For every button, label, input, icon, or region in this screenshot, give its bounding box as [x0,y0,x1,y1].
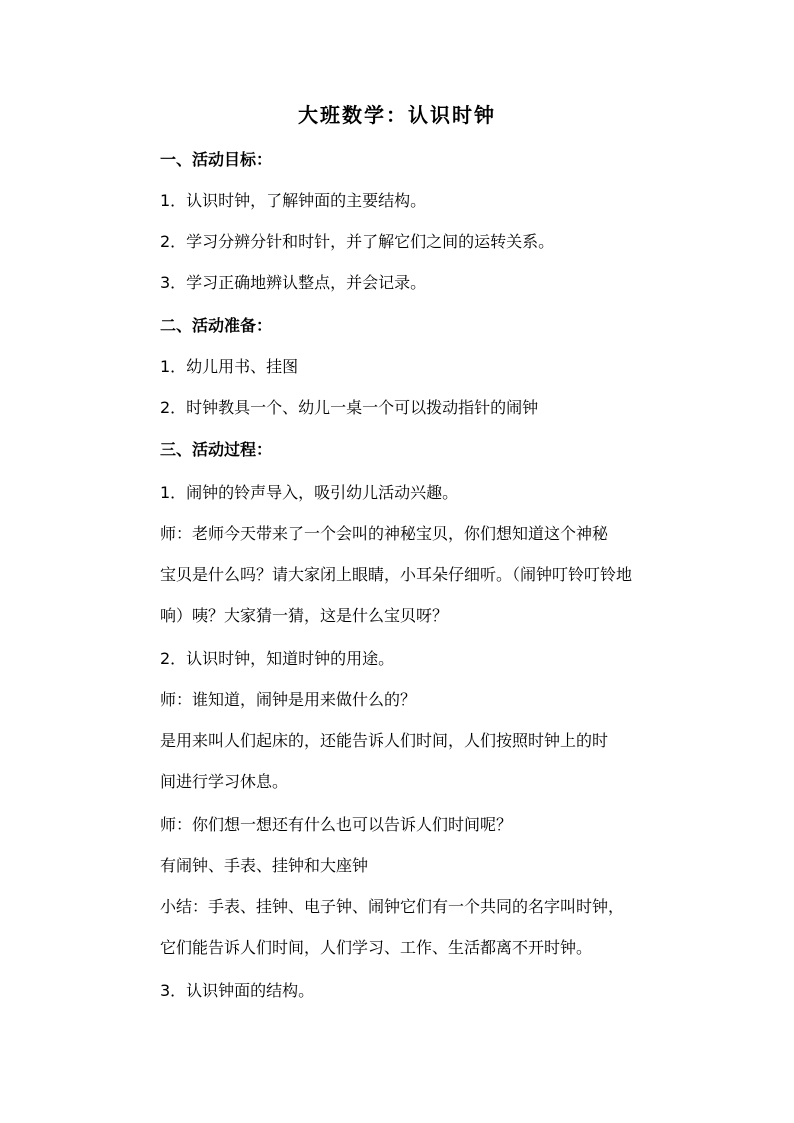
paragraph-line: 响）咦？大家猜一猜，这是什么宝贝呀？ [160,606,449,625]
section-heading-preparation: 二、活动准备： [160,316,273,335]
summary-line: 它们能告诉人们时间，人们学习、工作、生活都离不开时钟。 [160,938,593,957]
paragraph-line: 宝贝是什么吗？请大家闭上眼睛，小耳朵仔细听。（闹钟叮铃叮铃地 [160,565,633,584]
section-heading-goals: 一、活动目标： [160,150,273,169]
paragraph-line: 有闹钟、手表、挂钟和大座钟 [160,856,369,875]
document-title: 大班数学：认识时钟 [298,103,496,127]
paragraph-line: 是用来叫人们起床的，还能告诉人们时间，人们按照时钟上的时 [160,731,609,750]
preparation-item-2: 2．时钟教具一个、幼儿一桌一个可以拨动指针的闹钟 [160,398,539,417]
goal-item-1: 1．认识时钟，了解钟面的主要结构。 [160,191,427,210]
process-step-3: 3．认识钟面的结构。 [160,981,315,1000]
process-step-2: 2．认识时钟，知道时钟的用途。 [160,649,395,668]
paragraph-line: 师：你们想一想还有什么也可以告诉人们时间呢？ [160,815,513,834]
goal-item-2: 2．学习分辨分针和时针，并了解它们之间的运转关系。 [160,232,555,251]
process-step-1: 1．闹钟的铃声导入，吸引幼儿活动兴趣。 [160,483,459,502]
section-heading-process: 三、活动过程： [160,440,273,459]
paragraph-line: 师：老师今天带来了一个会叫的神秘宝贝，你们想知道这个神秘 [160,524,609,543]
paragraph-line: 间进行学习休息。 [160,772,289,791]
goal-item-3: 3．学习正确地辨认整点，并会记录。 [160,273,427,292]
preparation-item-1: 1．幼儿用书、挂图 [160,357,299,376]
paragraph-line: 师：谁知道，闹钟是用来做什么的？ [160,690,417,709]
summary-line: 小结：手表、挂钟、电子钟、闹钟它们有一个共同的名字叫时钟， [160,897,625,916]
